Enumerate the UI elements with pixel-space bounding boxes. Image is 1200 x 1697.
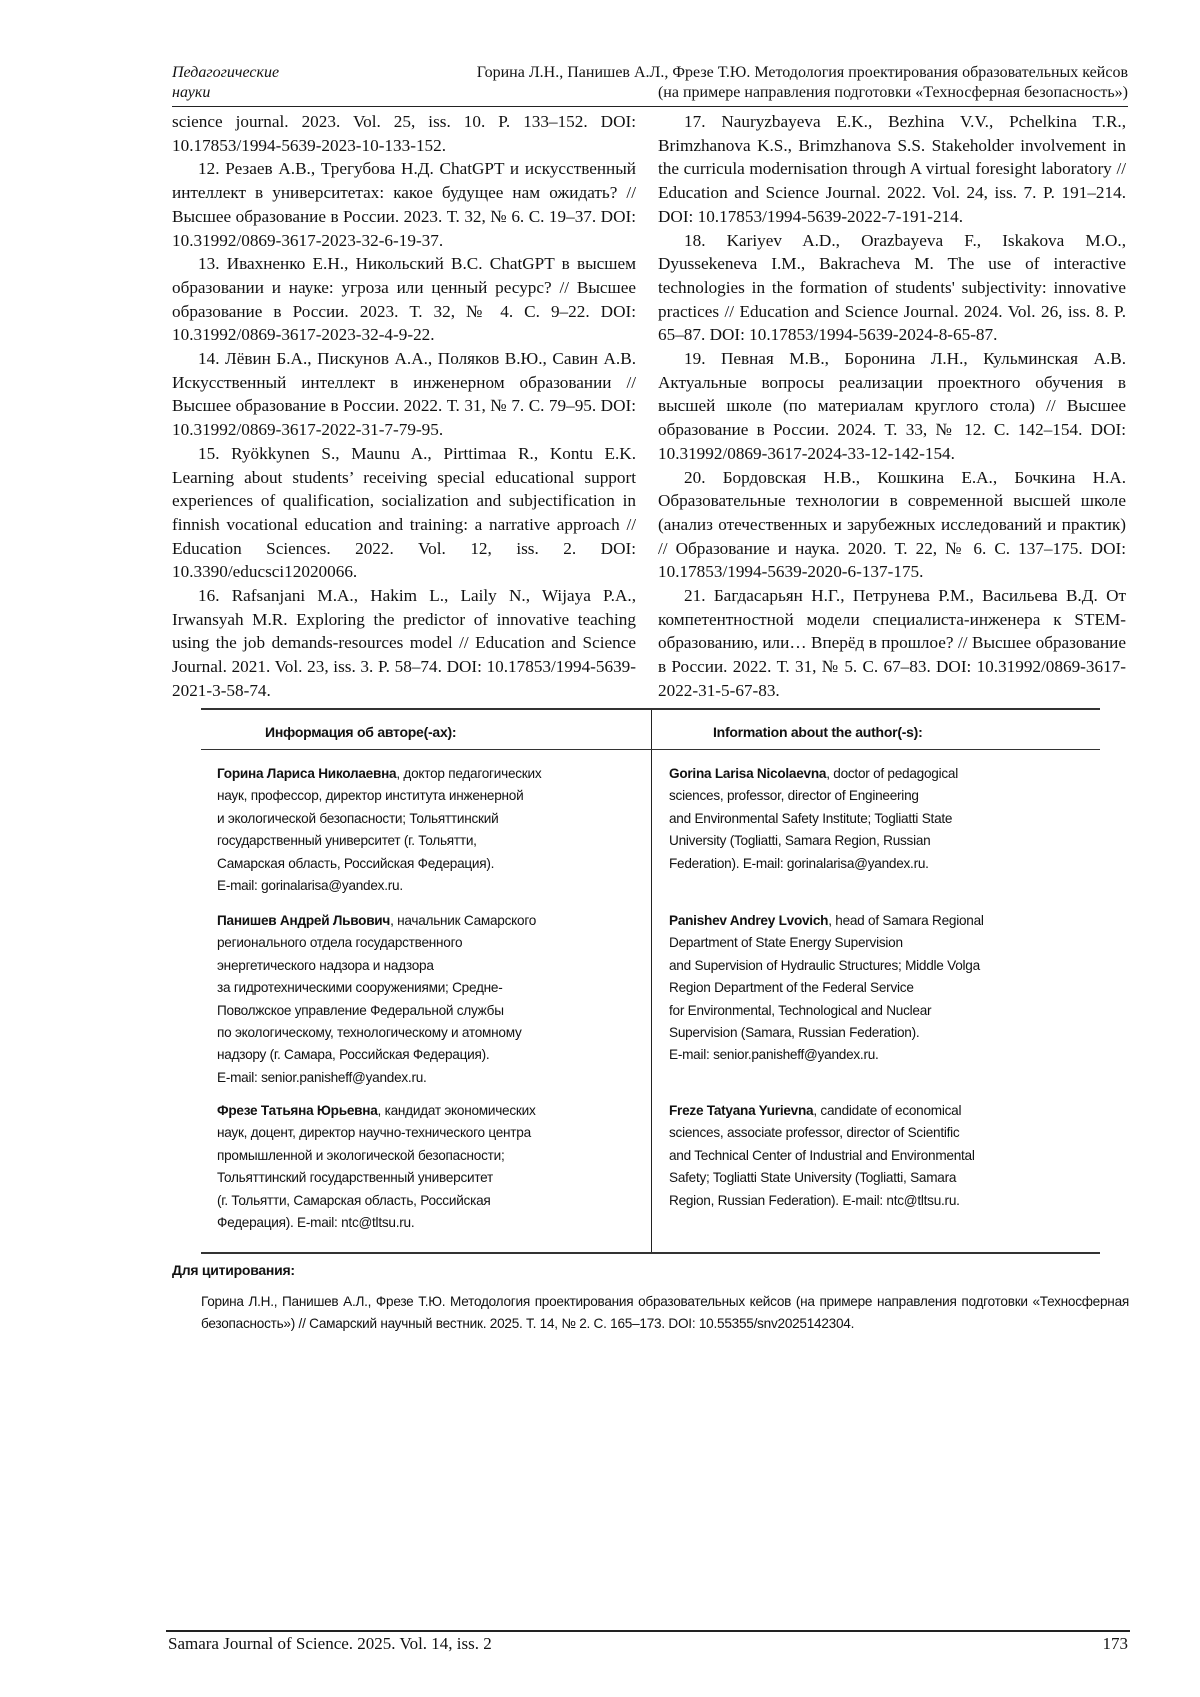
title-line: (на примере направления подготовки «Техносферная безопасность») (657, 84, 1128, 101)
footer-journal: Samara Journal of Science. 2025. Vol. 14, iss. 2 (168, 1634, 492, 1653)
citation-text: Горина Л.Н., Панишев А.Л., Фрезе Т.Ю. Методология проектирования образовательных кейсов (на примере направления подготовки «Техносферная безопасность») // Самарский научный вестник. 2025. Т. 14, № 2. С. 165–173. DOI: 10.55355/snv2025142304. (201, 1294, 1129, 1331)
author-entry-en (669, 1100, 1089, 1212)
header-rule (201, 749, 1100, 750)
author-line: наук, доцент, директор научно-технического центра (217, 1125, 531, 1141)
author-name: Горина Лариса Николаевна (217, 766, 397, 781)
reference-item: 13. Ивахненко Е.Н., Никольский В.С. ChatGPT в высшем образовании и науке: угроза или ценный ресурс? // Высшее образование в России. 2023. Т. 32, № 4. С. 9–22. DOI: 10.31992/0869-3617-2023-32-4-9-22. (172, 254, 636, 345)
author-description: , doctor of pedagogical (826, 766, 958, 781)
author-line: за гидротехническими сооружениями; Средне- (217, 980, 503, 996)
author-description: , candidate of economical (813, 1103, 962, 1118)
author-name: Freze Tatyana Yurievna (669, 1103, 814, 1118)
author-line: Самарская область, Российская Федерация). (217, 855, 495, 871)
author-line: и экологической безопасности; Тольяттинский (217, 810, 499, 826)
author-line: наук, профессор, директор института инженерной (217, 788, 524, 804)
author-line: E-mail: gorinalarisa@yandex.ru. (217, 878, 403, 894)
author-line: энергетического надзора и надзора (217, 957, 434, 973)
author-line (217, 1100, 637, 1122)
author-description: , кандидат экономических (377, 1103, 536, 1118)
author-description: , head of Samara Regional (828, 913, 984, 928)
running-header-section (172, 63, 279, 103)
reference-item: 14. Лёвин Б.А., Пискунов А.А., Поляков В.Ю., Савин А.В. Искусственный интеллект в инженерном образовании // Высшее образование в России. 2022. Т. 31, № 7. С. 79–95. DOI: 10.31992/0869-3617-2022-31-7-79-95. (172, 349, 636, 440)
references-left-column (172, 110, 636, 703)
author-line: sciences, associate professor, director of Scientific (669, 1125, 960, 1141)
author-line: Region, Russian Federation). E-mail: ntc@tltsu.ru. (669, 1192, 960, 1208)
author-name: Фрезе Татьяна Юрьевна (217, 1103, 378, 1118)
reference-item: 16. Rafsanjani M.A., Hakim L., Laily N., Wijaya P.A., Irwansyah M.R. Exploring the predictor of innovative teaching using the job demands-resources model // Education and Science Journal. 2021. Vol. 23, iss. 3. P. 58–74. DOI: 10.17853/1994-5639-2021-3-58-74. (172, 586, 636, 700)
header-divider (172, 106, 1128, 107)
author-entry-ru (217, 910, 637, 1089)
column-divider (651, 710, 652, 1252)
author-entry-en (669, 910, 1089, 1067)
author-line: Supervision (Samara, Russian Federation). (669, 1025, 920, 1041)
citation-label: Для цитирования: (172, 1262, 295, 1278)
reference-item: 21. Багдасарьян Н.Г., Петрунева Р.М., Васильева В.Д. От компетентностной модели специалиста-инженера к STEM-образованию, или… Вперёд в прошлое? // Высшее образование в России. 2022. Т. 31, № 5. С. 67–83. DOI: 10.31992/0869-3617-2022-31-5-67-83. (658, 586, 1126, 700)
author-line (669, 910, 1089, 932)
author-info-table (201, 708, 1100, 1254)
author-line (217, 910, 637, 932)
footer-divider (166, 1630, 1130, 1632)
header-en: Information about the author(-s): (713, 724, 923, 740)
author-line: sciences, professor, director of Engineering (669, 788, 919, 804)
author-description: , начальник Самарского (390, 913, 537, 928)
author-entry-ru (217, 1100, 637, 1234)
reference-item: 12. Резаев А.В., Трегубова Н.Д. ChatGPT и искусственный интеллект в университетах: какое будущее нам ожидать? // Высшее образование в России. 2023. Т. 32, № 6. С. 19–37. DOI: 10.31992/0869-3617-2023-32-6-19-37. (172, 159, 636, 250)
author-line: Federation). E-mail: gorinalarisa@yandex.ru. (669, 855, 929, 871)
reference-item: 17. Nauryzbayeva E.K., Bezhina V.V., Pchelkina T.R., Brimzhanova K.S., Brimzhanova S.S. Stakeholder involvement in the curricula modernisation through A virtual foresight laboratory // Education and Science Journal. 2022. Vol. 24, iss. 7. P. 191–214. DOI: 10.17853/1994-5639-2022-7-191-214. (658, 112, 1126, 226)
author-line: по экологическому, технологическому и атомному (217, 1025, 522, 1041)
title-line: Горина Л.Н., Панишев А.Л., Фрезе Т.Ю. Методология проектирования образовательных кейсов (476, 64, 1128, 81)
references-right-column (658, 110, 1126, 703)
author-name: Panishev Andrey Lvovich (669, 913, 829, 928)
author-line: and Technical Center of Industrial and Environmental (669, 1147, 975, 1163)
author-line: E-mail: senior.panisheff@yandex.ru. (669, 1047, 879, 1063)
author-line (669, 1100, 1089, 1122)
author-line: Safety; Togliatti State University (Togliatti, Samara (669, 1170, 957, 1186)
author-line: промышленной и экологической безопасности; (217, 1147, 505, 1163)
author-entry-en (669, 763, 1089, 875)
section-line: науки (172, 84, 211, 101)
author-line: Поволжское управление Федеральной службы (217, 1002, 504, 1018)
author-line: Region Department of the Federal Service (669, 980, 914, 996)
author-line: Department of State Energy Supervision (669, 935, 903, 951)
author-name: Gorina Larisa Nicolaevna (669, 766, 827, 781)
author-line: государственный университет (г. Тольятти, (217, 833, 477, 849)
author-name: Панишев Андрей Львович (217, 913, 391, 928)
author-line: and Supervision of Hydraulic Structures; Middle Volga (669, 957, 980, 973)
author-line: надзору (г. Самара, Российская Федерация). (217, 1047, 490, 1063)
section-line: Педагогические (172, 64, 280, 81)
running-header-title (477, 63, 1128, 103)
author-line: регионального отдела государственного (217, 935, 463, 951)
reference-item: science journal. 2023. Vol. 25, iss. 10. P. 133–152. DOI: 10.17853/1994-5639-2023-10-133-152. (172, 112, 636, 155)
author-line: E-mail: senior.panisheff@yandex.ru. (217, 1069, 427, 1085)
author-line: (г. Тольятти, Самарская область, Российская (217, 1192, 491, 1208)
reference-item: 19. Певная М.В., Боронина Л.Н., Кульминская А.В. Актуальные вопросы реализации проектного обучения в высшей школе (по материалам круглого стола) // Высшее образование в России. 2024. Т. 33, № 12. С. 142–154. DOI: 10.31992/0869-3617-2024-33-12-142-154. (658, 349, 1126, 463)
reference-item: 20. Бордовская Н.В., Кошкина Е.А., Бочкина Н.А. Образовательные технологии в современной высшей школе (анализ отечественных и зарубежных исследований и практик) // Образование и наука. 2020. Т. 22, № 6. С. 137–175. DOI: 10.17853/1994-5639-2020-6-137-175. (658, 467, 1126, 582)
reference-item: 18. Kariyev A.D., Orazbayeva F., Iskakova M.O., Dyussekeneva I.M., Bakracheva M. The use of interactive technologies in the formation of students' subjectivity: innovative practices // Education and Science Journal. 2024. Vol. 26, iss. 8. P. 65–87. DOI: 10.17853/1994-5639-2024-8-65-87. (658, 230, 1126, 345)
author-line (217, 763, 637, 785)
author-line: Федерация). E-mail: ntc@tltsu.ru. (217, 1215, 415, 1231)
page-number: 173 (1102, 1634, 1128, 1653)
author-description: , доктор педагогических (396, 766, 542, 781)
author-line: University (Togliatti, Samara Region, Russian (669, 833, 931, 849)
author-line: Тольяттинский государственный университет (217, 1170, 493, 1186)
header-ru: Информация об авторе(-ах): (265, 724, 457, 740)
author-line (669, 763, 1089, 785)
reference-item: 15. Ryökkynen S., Maunu A., Pirttimaa R., Kontu E.K. Learning about students’ receiving special educational support experiences of qualification, socialization and subjectification in finnish vocational education and training: a narrative approach // Education Sciences. 2022. Vol. 12, iss. 2. DOI: 10.3390/educsci12020066. (172, 443, 636, 582)
author-line: for Environmental, Technological and Nuclear (669, 1002, 932, 1018)
author-entry-ru (217, 763, 637, 897)
author-line: and Environmental Safety Institute; Togliatti State (669, 810, 953, 826)
